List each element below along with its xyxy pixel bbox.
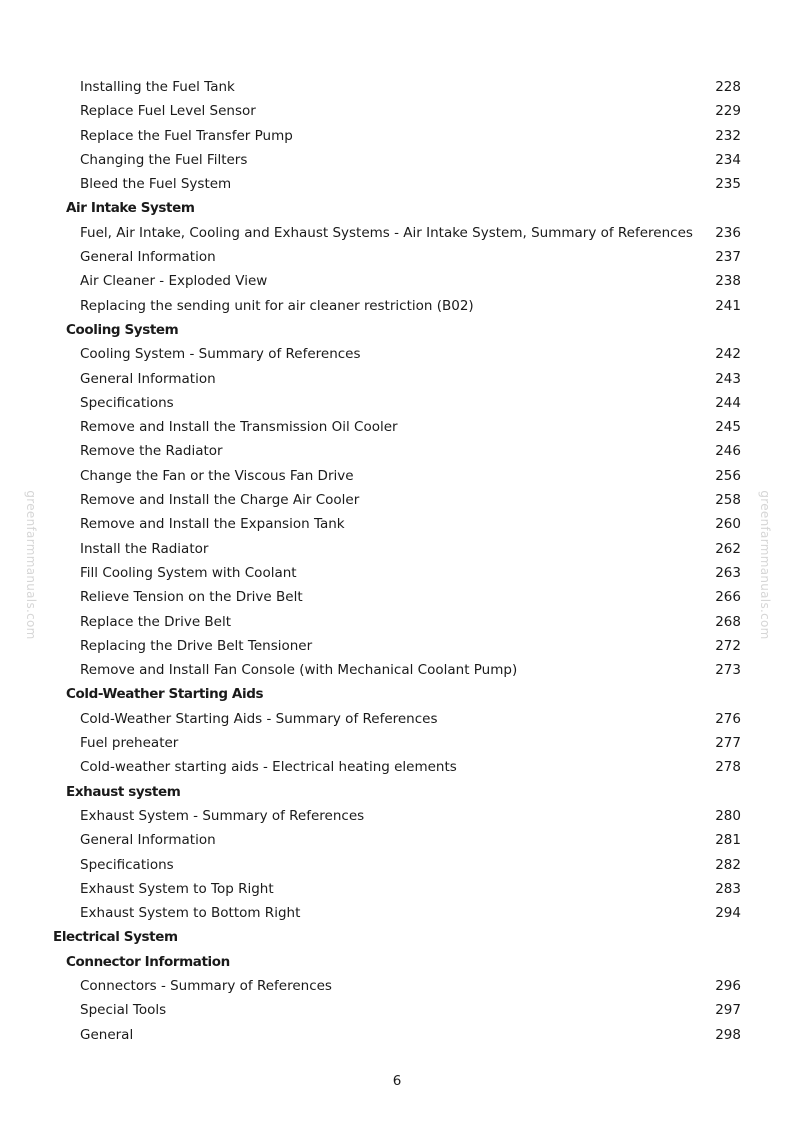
toc-entry[interactable]	[0, 269, 794, 293]
toc-entry[interactable]	[0, 731, 794, 755]
toc-entry[interactable]	[0, 245, 794, 269]
toc-section-heading-title: Electrical System	[53, 929, 178, 946]
toc-entry-title: Remove and Install Fan Console (with Mechanical Coolant Pump)	[80, 662, 518, 679]
toc-page-number: 277	[715, 735, 741, 752]
toc-page-number: 298	[715, 1026, 741, 1043]
toc-page-number: 229	[715, 103, 741, 120]
toc-entry-title: Fill Cooling System with Coolant	[80, 564, 297, 581]
toc-subsection-heading-title: Air Intake System	[66, 200, 195, 217]
toc-entry-title: Cold-weather starting aids - Electrical heating elements	[80, 759, 457, 776]
toc-page-number: 266	[715, 589, 741, 606]
toc-page-number: 283	[715, 880, 741, 897]
toc-page-number: 272	[715, 637, 741, 654]
toc-page-number: 268	[715, 613, 741, 630]
toc-entry[interactable]	[0, 853, 794, 877]
toc-page-number: 235	[715, 176, 741, 193]
toc-entry-title: Replacing the sending unit for air cleaner restriction (B02)	[80, 297, 474, 314]
toc-entry-title: Replacing the Drive Belt Tensioner	[80, 637, 313, 654]
toc-entry[interactable]	[0, 342, 794, 366]
toc-entry-title: Exhaust System - Summary of References	[80, 807, 365, 824]
watermark-left-text: greenfarmmanuals.com	[24, 490, 38, 640]
toc-entry[interactable]	[0, 755, 794, 779]
toc-subsection-heading[interactable]	[0, 196, 794, 220]
toc-entry-title: Change the Fan or the Viscous Fan Drive	[80, 467, 354, 484]
toc-page-number: 245	[715, 419, 741, 436]
toc-entry[interactable]	[0, 707, 794, 731]
toc-entry[interactable]	[0, 294, 794, 318]
toc-entry-title: Connectors - Summary of References	[80, 977, 332, 994]
toc-subsection-heading[interactable]	[0, 780, 794, 804]
toc-entry-title: Relieve Tension on the Drive Belt	[80, 589, 303, 606]
toc-entry[interactable]	[0, 391, 794, 415]
toc-entry-title: Cooling System - Summary of References	[80, 346, 361, 363]
watermark-right-text: greenfarmmanuals.com	[758, 490, 772, 640]
toc-entry-title: Bleed the Fuel System	[80, 176, 232, 193]
toc-entry[interactable]	[0, 804, 794, 828]
toc-entry-title: Fuel, Air Intake, Cooling and Exhaust Systems - Air Intake System, Summary of References	[80, 224, 693, 241]
toc-entry[interactable]	[0, 124, 794, 148]
toc-entry-title: General Information	[80, 249, 216, 266]
toc-entry[interactable]	[0, 998, 794, 1022]
toc-entry[interactable]	[0, 658, 794, 682]
toc-entry-title: Changing the Fuel Filters	[80, 151, 248, 168]
toc-entry[interactable]	[0, 828, 794, 852]
toc-page-number: 263	[715, 564, 741, 581]
toc-entry[interactable]	[0, 537, 794, 561]
toc-entry-title: Specifications	[80, 394, 174, 411]
toc-page-number: 278	[715, 759, 741, 776]
toc-entry[interactable]	[0, 974, 794, 998]
toc-subsection-heading-title: Cooling System	[66, 321, 179, 338]
toc-entry-title: Cold-Weather Starting Aids - Summary of References	[80, 710, 438, 727]
toc-entry-title: Remove and Install the Transmission Oil Cooler	[80, 419, 398, 436]
toc-entry[interactable]	[0, 221, 794, 245]
toc-entry-title: Exhaust System to Top Right	[80, 880, 274, 897]
toc-entry-title: Remove the Radiator	[80, 443, 223, 460]
toc-page-number: 241	[715, 297, 741, 314]
toc-page-number: 256	[715, 467, 741, 484]
toc-entry[interactable]	[0, 75, 794, 99]
toc-entry-title: Exhaust System to Bottom Right	[80, 905, 301, 922]
toc-page-number: 243	[715, 370, 741, 387]
toc-subsection-heading[interactable]	[0, 950, 794, 974]
toc-entry-title: Fuel preheater	[80, 735, 179, 752]
toc-page-number: 273	[715, 662, 741, 679]
toc-entry[interactable]	[0, 1023, 794, 1047]
toc-entry-title: General Information	[80, 370, 216, 387]
toc-page-number: 232	[715, 127, 741, 144]
toc-entry[interactable]	[0, 148, 794, 172]
toc-entry-title: General	[80, 1026, 134, 1043]
toc-page-number: 237	[715, 249, 741, 266]
toc-subsection-heading-title: Connector Information	[66, 953, 230, 970]
toc-page-number: 258	[715, 492, 741, 509]
toc-entry-title: Replace the Drive Belt	[80, 613, 232, 630]
toc-page-number: 244	[715, 394, 741, 411]
toc-page-number: 280	[715, 807, 741, 824]
toc-entry[interactable]	[0, 99, 794, 123]
toc-subsection-heading[interactable]	[0, 682, 794, 706]
toc-entry-title: Installing the Fuel Tank	[80, 79, 235, 95]
toc-entry-title: Remove and Install the Charge Air Cooler	[80, 492, 360, 509]
page-number: 6	[392, 1073, 402, 1089]
toc-page-number: 260	[715, 516, 741, 533]
toc-entry[interactable]	[0, 901, 794, 925]
toc-entry[interactable]	[0, 464, 794, 488]
toc-page-number: 282	[715, 856, 741, 873]
toc-entry[interactable]	[0, 439, 794, 463]
toc-entry[interactable]	[0, 634, 794, 658]
toc-entry-title: General Information	[80, 832, 216, 849]
toc-page-number: 297	[715, 1002, 741, 1019]
toc-entry-title: Specifications	[80, 856, 174, 873]
toc-entry-title: Replace Fuel Level Sensor	[80, 103, 256, 120]
toc-entry-title: Remove and Install the Expansion Tank	[80, 516, 345, 533]
toc-subsection-heading-title: Exhaust system	[66, 783, 181, 800]
toc-page-number: 296	[715, 977, 741, 994]
toc-page-number: 246	[715, 443, 741, 460]
toc-entry-title: Replace the Fuel Transfer Pump	[80, 127, 293, 144]
toc-entry[interactable]	[0, 512, 794, 536]
toc-entry[interactable]	[0, 172, 794, 196]
toc-page-number: 281	[715, 832, 741, 849]
toc-entry-title: Install the Radiator	[80, 540, 209, 557]
toc-page-number: 236	[715, 224, 741, 241]
toc-entry[interactable]	[0, 561, 794, 585]
toc-entry-title: Air Cleaner - Exploded View	[80, 273, 268, 290]
table-of-contents	[0, 75, 794, 1047]
toc-page-number: 234	[715, 151, 741, 168]
toc-entry[interactable]	[0, 585, 794, 609]
toc-page-number: 276	[715, 710, 741, 727]
toc-page-number: 228	[715, 79, 741, 95]
toc-page-number: 238	[715, 273, 741, 290]
toc-entry-title: Special Tools	[80, 1002, 167, 1019]
toc-entry[interactable]	[0, 415, 794, 439]
toc-subsection-heading-title: Cold-Weather Starting Aids	[66, 686, 264, 703]
toc-entry[interactable]	[0, 367, 794, 391]
toc-page-number: 294	[715, 905, 741, 922]
toc-entry[interactable]	[0, 488, 794, 512]
toc-page-number: 242	[715, 346, 741, 363]
toc-subsection-heading[interactable]	[0, 318, 794, 342]
toc-entry[interactable]	[0, 610, 794, 634]
toc-section-heading[interactable]	[0, 925, 794, 949]
toc-entry[interactable]	[0, 877, 794, 901]
toc-page-number: 262	[715, 540, 741, 557]
